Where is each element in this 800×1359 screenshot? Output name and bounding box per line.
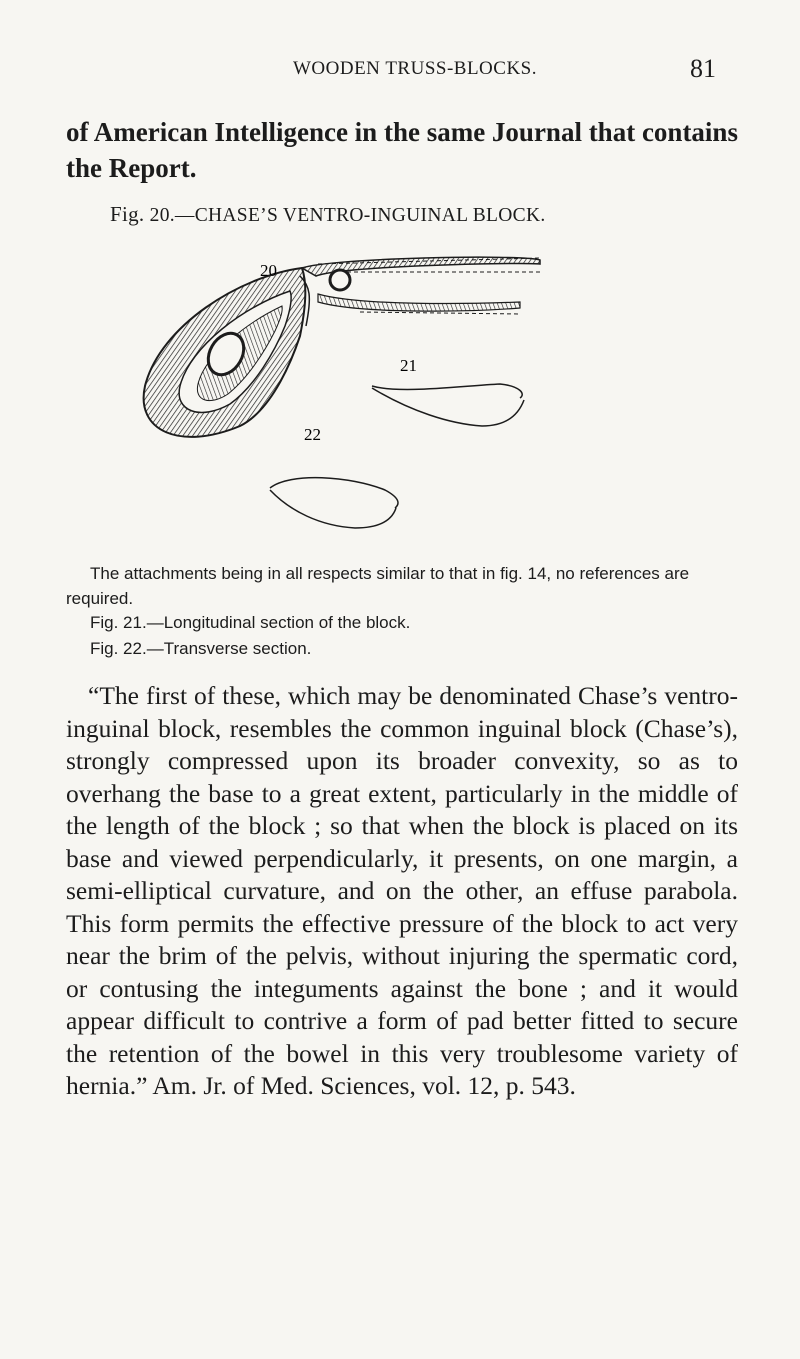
caption-fig-21: Fig. 21.—Longitudinal section of the block. [90,613,411,632]
figure-title-text: 20.—CHASE’S VENTRO-INGUINAL BLOCK. [149,205,546,226]
page-number: 81 [690,54,716,83]
lead-paragraph: of American Intelligence in the same Journal that contains the Report. [66,117,738,183]
figure-prefix: Fig. [110,202,145,226]
caption-attachments-text: The attachments being in all respects similar to that in fig. 14, no references are required. [66,564,690,608]
label-21: 21 [400,356,417,375]
label-20: 20 [260,261,277,280]
figure-title [110,202,760,227]
body-paragraph [66,680,738,1103]
running-head: WOODEN TRUSS-BLOCKS. [292,58,537,79]
body-paragraph-text: “The first of these, which may be denominated Chase’s ventro-inguinal block, resembles the common inguinal block (Chase’s), strongly compressed upon its broader convexity, so as to overhang the base to a great extent, particularly in the middle of the length of the block ; so that when the block is placed on its base and viewed perpendicularly, it presents, on one margin, a semi-elliptical curvature, and on the other, an effuse parabola. This form permits the effective pressure of the block to act very near the brim of the pelvis, without injuring the spermatic cord, or contusing the integuments against the bone ; and it would appear difficult to contrive a form of pad better fitted to secure the retention of the bowel in this very troublesome variety of hernia.” Am. Jr. of Med. Sciences, vol. 12, p. 543. [66,681,738,1100]
longitudinal-section [372,384,524,426]
transverse-section [270,478,398,528]
caption-attachments [66,561,746,611]
truss-block-figure [0,236,800,536]
label-22: 22 [304,425,321,444]
block-drawing [144,257,540,437]
caption-fig-22: Fig. 22.—Transverse section. [90,639,312,658]
